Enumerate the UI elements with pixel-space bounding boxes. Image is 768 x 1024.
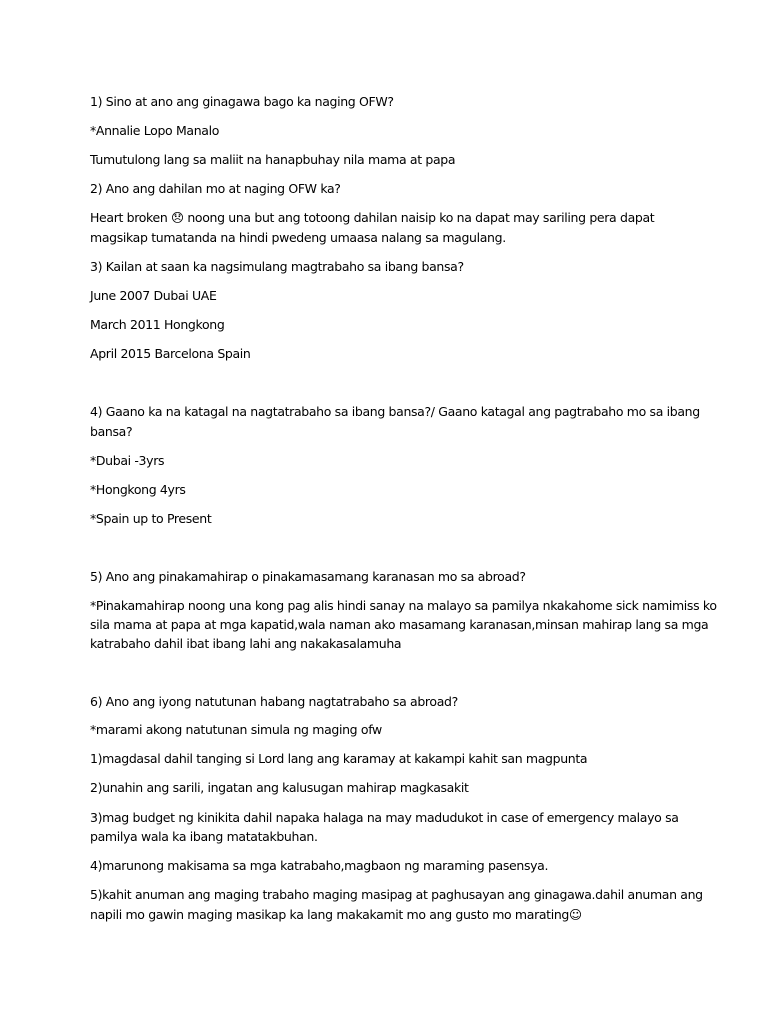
answer-5-line-1: *Pinakamahirap noong una kong pag alis hindi sanay na malayo sa pamilya nkakahome sick namimiss ko [90, 598, 717, 613]
answer-6-item-5-line-2: napili mo gawin maging masikap ka lang makakamit mo ang gusto mo marating☺ [90, 907, 582, 922]
answer-5-line-3: katrabaho dahil ibat ibang lahi ang nakakasalamuha [90, 636, 402, 651]
answer-6-item-3-line-2: pamilya wala ka ibang matatakbuhan. [90, 829, 318, 844]
answer-6-item-1: 1)magdasal dahil tanging si Lord lang ang karamay at kakampi kahit san magpunta [90, 751, 588, 766]
question-5: 5) Ano ang pinakamahirap o pinakamasamang karanasan mo sa abroad? [90, 569, 526, 584]
answer-3-hongkong: March 2011 Hongkong [90, 317, 225, 332]
question-1: 1) Sino at ano ang ginagawa bago ka naging OFW? [90, 94, 394, 109]
answer-6-item-4: 4)marunong makisama sa mga katrabaho,magbaon ng maraming pasensya. [90, 858, 549, 873]
answer-6-item-3-line-1: 3)mag budget ng kinikita dahil napaka halaga na may madudukot in case of emergency malayo sa [90, 810, 679, 825]
answer-5-line-2: sila mama at papa at mga kapatid,wala naman ako masamang karanasan,minsan mahirap lang sa mga [90, 617, 709, 632]
answer-4-spain: *Spain up to Present [90, 511, 212, 526]
question-3: 3) Kailan at saan ka nagsimulang magtrabaho sa ibang bansa? [90, 259, 464, 274]
answer-4-hongkong: *Hongkong 4yrs [90, 482, 186, 497]
answer-2-line-2: magsikap tumatanda na hindi pwedeng umaasa nalang sa magulang. [90, 230, 506, 245]
answer-2-line-1: Heart broken 😞 noong una but ang totoong dahilan naisip ko na dapat may sariling pera dapat [90, 210, 655, 225]
answer-6-item-5-line-1: 5)kahit anuman ang maging trabaho maging masipag at paghusayan ang ginagawa.dahil anuman ang [90, 887, 703, 902]
question-4-line-1: 4) Gaano ka na katagal na nagtatrabaho sa ibang bansa?/ Gaano katagal ang pagtrabaho mo sa ibang [90, 404, 700, 419]
answer-1-name: *Annalie Lopo Manalo [90, 123, 220, 138]
answer-6-item-2: 2)unahin ang sarili, ingatan ang kalusugan mahirap magkasakit [90, 780, 469, 795]
answer-1-text: Tumutulong lang sa maliit na hanapbuhay nila mama at papa [90, 152, 456, 167]
question-4-line-2: bansa? [90, 424, 133, 439]
answer-6-intro: *marami akong natutunan simula ng maging ofw [90, 722, 382, 737]
answer-3-spain: April 2015 Barcelona Spain [90, 346, 251, 361]
question-6: 6) Ano ang iyong natutunan habang nagtatrabaho sa abroad? [90, 694, 458, 709]
answer-4-dubai: *Dubai -3yrs [90, 453, 165, 468]
answer-3-dubai: June 2007 Dubai UAE [90, 288, 217, 303]
question-2: 2) Ano ang dahilan mo at naging OFW ka? [90, 181, 341, 196]
